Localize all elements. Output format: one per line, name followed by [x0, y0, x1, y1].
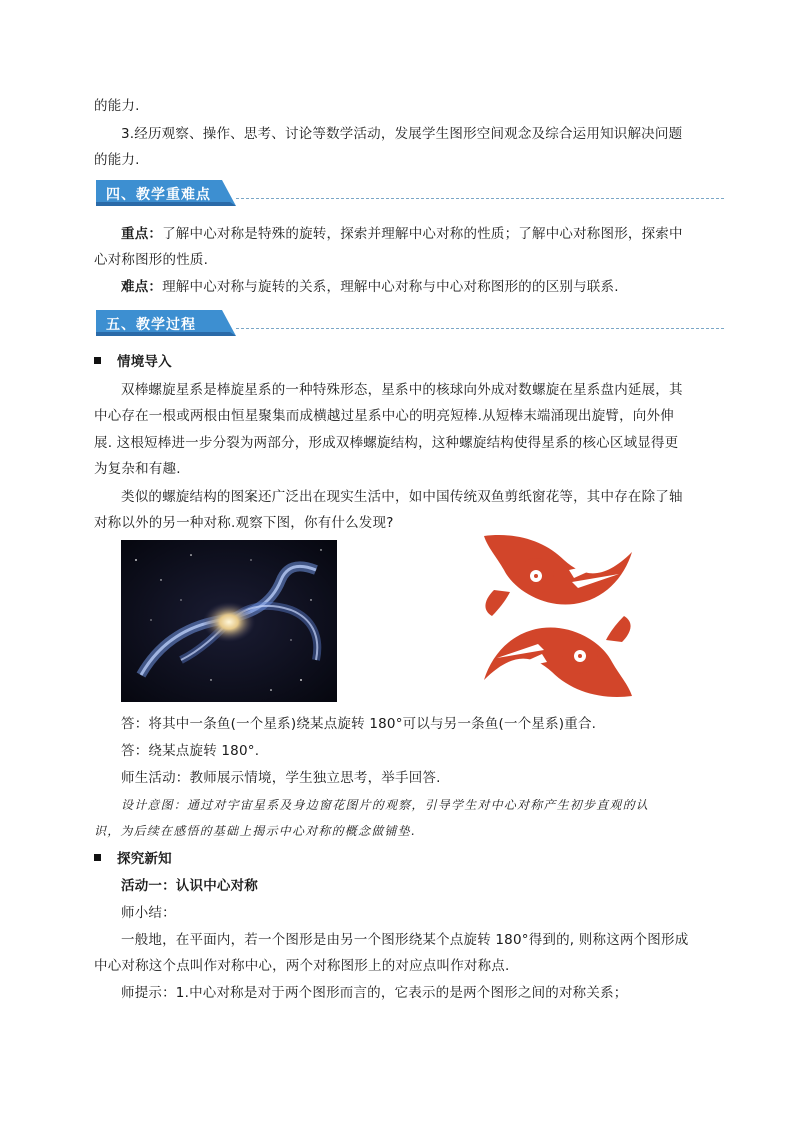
text-line: 类似的螺旋结构的图案还广泛出在现实生活中，如中国传统双鱼剪纸窗花等，其中存在除了轴 — [121, 489, 683, 505]
difficulty-label: 难点： — [121, 279, 163, 295]
text-line: 的能力. — [94, 152, 140, 168]
text-line: 师小结： — [121, 905, 176, 921]
text-line: 心对称图形的性质. — [94, 252, 209, 268]
section-title: 五、教学过程 — [106, 317, 196, 333]
text-line: 对称以外的另一种对称.观察下图，你有什么发现? — [94, 515, 394, 531]
text-line — [121, 277, 714, 297]
design-intent-line: 设计意图：通过对宇宙星系及身边窗花图片的观察，引导学生对中心对称产生初步直观的认 — [121, 798, 650, 812]
text-line: 双棒螺旋星系是棒旋星系的一种特殊形态，星系中的核球向外成对数螺旋在星系盘内延展，其 — [121, 382, 683, 398]
text-line: 3.经历观察、操作、思考、讨论等数学活动，发展学生图形空间观念及综合运用知识解决问题 — [121, 126, 683, 142]
text-line: 为复杂和有趣. — [94, 461, 181, 477]
text-line: 师提示：1.中心对称是对于两个图形而言的，它表示的是两个图形之间的对称关系； — [121, 985, 628, 1001]
bullet-heading — [94, 352, 714, 372]
difficulty-text: 理解中心对称与旋转的关系，理解中心对称与中心对称图形的的区别与联系. — [162, 279, 619, 295]
bullet-heading-text: 情境导入 — [117, 354, 172, 370]
section-divider — [236, 328, 724, 329]
square-bullet-icon — [94, 357, 101, 364]
section-divider — [236, 198, 724, 199]
activity-title: 活动一：认识中心对称 — [121, 878, 258, 894]
design-intent-line: 识，为后续在感悟的基础上揭示中心对称的概念做铺垫. — [94, 824, 416, 838]
double-fish-paper-cut-image — [474, 530, 642, 702]
text-line — [121, 224, 714, 244]
section-header-five — [96, 310, 724, 338]
bullet-heading — [94, 849, 714, 869]
text-line: 师生活动：教师展示情境，学生独立思考，举手回答. — [121, 770, 441, 786]
square-bullet-icon — [94, 854, 101, 861]
text-line: 展. 这根短棒进一步分裂为两部分，形成双棒螺旋结构，这种螺旋结构使得星系的核心区域显得更 — [94, 435, 679, 451]
section-header-four — [96, 180, 724, 208]
galaxy-image — [121, 540, 337, 702]
key-point-label: 重点： — [121, 226, 163, 242]
text-line: 答：绕某点旋转 180°. — [121, 743, 260, 759]
section-title: 四、教学重难点 — [106, 187, 211, 203]
text-line: 中心对称这个点叫作对称中心，两个对称图形上的对应点叫作对称点. — [94, 958, 510, 974]
text-line: 一般地，在平面内，若一个图形是由另一个图形绕某个点旋转 180°得到的, 则称这两个图形成 — [121, 932, 689, 948]
text-line: 的能力. — [94, 98, 140, 114]
bullet-heading-text: 探究新知 — [117, 851, 172, 867]
text-line: 答：将其中一条鱼(一个星系)绕某点旋转 180°可以与另一条鱼(一个星系)重合. — [121, 716, 597, 732]
key-point-text: 了解中心对称是特殊的旋转，探索并理解中心对称的性质；了解中心对称图形，探索中 — [162, 226, 683, 242]
text-line: 中心存在一根或两根由恒星聚集而成横越过星系中心的明亮短棒.从短棒末端涌现出旋臂，向外伸 — [94, 408, 674, 424]
